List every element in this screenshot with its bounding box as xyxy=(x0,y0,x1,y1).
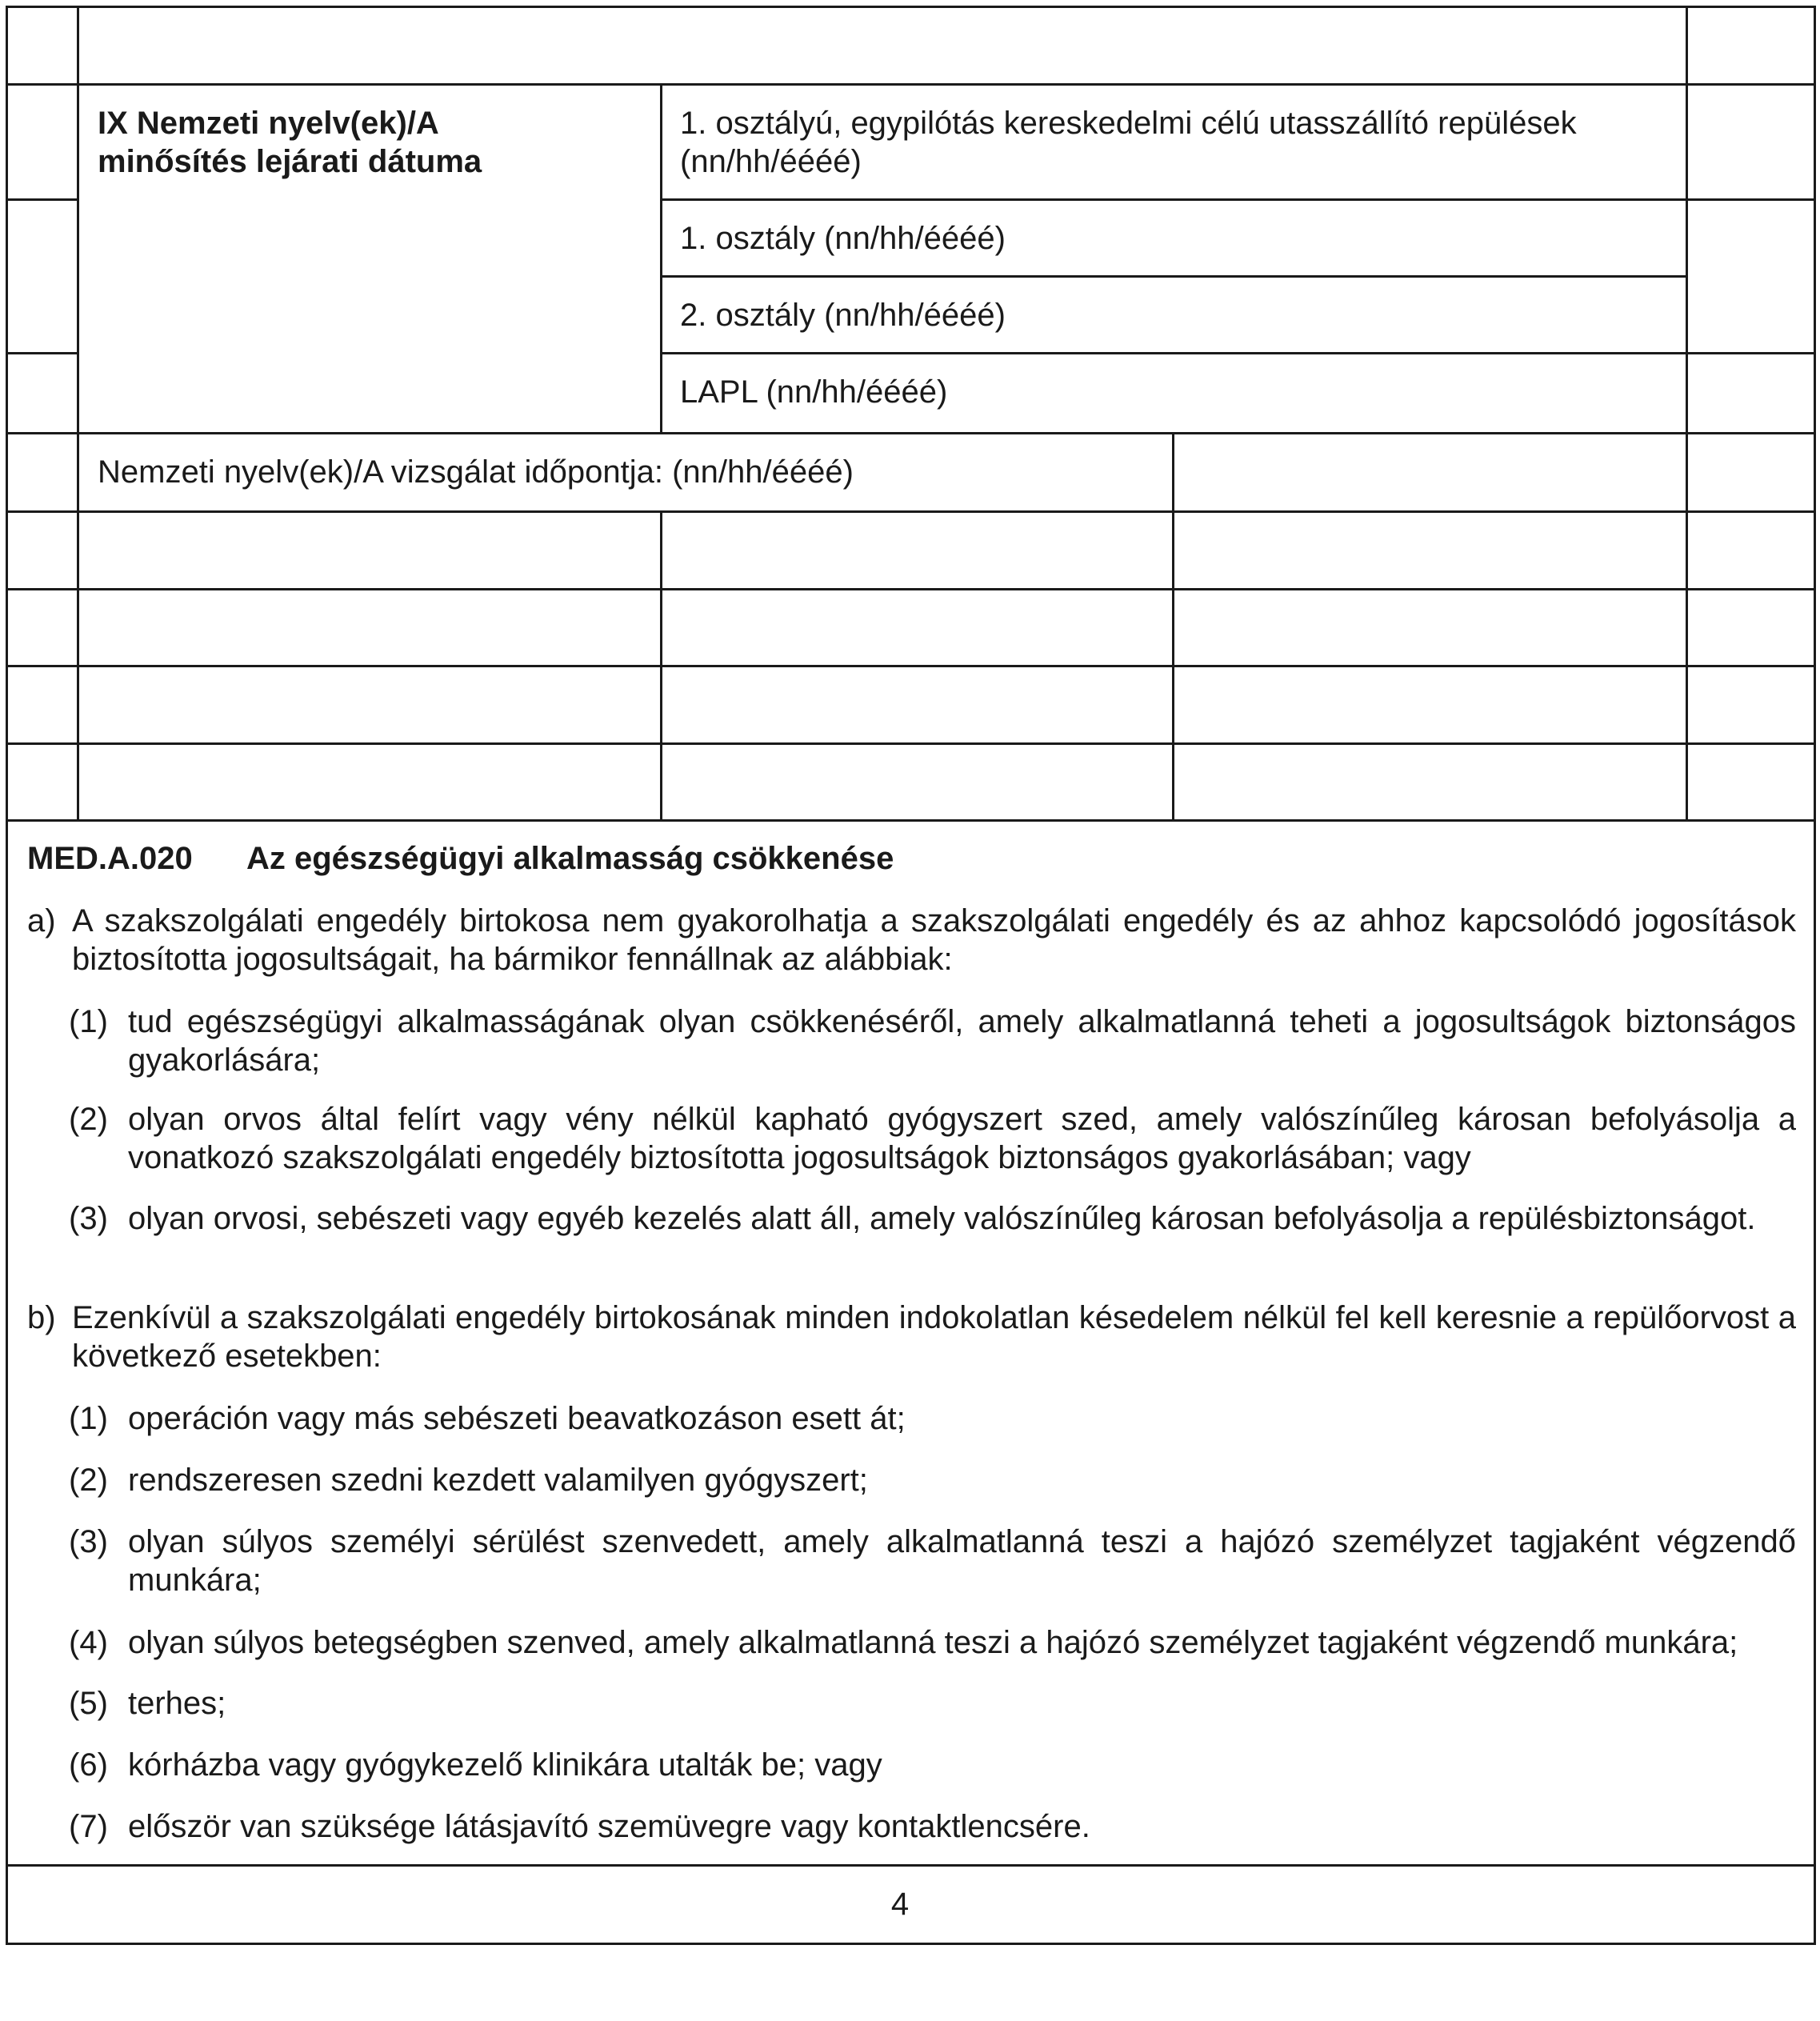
list-item-label: (7) xyxy=(69,1809,108,1844)
row-label: 1. osztályú, egypilótás kereskedelmi célú utasszállító repülések (nn/hh/éééé) xyxy=(680,106,1577,179)
list-item-label: (2) xyxy=(69,1102,108,1137)
paragraph-label: a) xyxy=(27,903,56,938)
list-item-text: operáción vagy más sebészeti beavatkozáson esett át; xyxy=(128,1401,906,1436)
divider xyxy=(6,588,1816,590)
divider xyxy=(6,510,1816,513)
divider xyxy=(1686,6,1688,819)
divider xyxy=(660,83,662,433)
list-item-text: olyan orvosi, sebészeti vagy egyéb kezelés alatt áll, amely valószínűleg károsan befolyásolja a repülésbiztonságot. xyxy=(128,1201,1756,1236)
list-item-text: olyan súlyos személyi sérülést szenvedett, amely alkalmatlanná teszi a hajózó személyzet tagjaként végzendő munkára; xyxy=(128,1524,1796,1598)
table-border-bottom xyxy=(6,1943,1816,1945)
divider xyxy=(6,198,79,201)
list-item-label: (4) xyxy=(69,1625,108,1660)
divider xyxy=(6,83,1816,86)
row-label: 2. osztály (nn/hh/éééé) xyxy=(680,298,1006,333)
divider xyxy=(6,432,1816,434)
list-item-label: (3) xyxy=(69,1524,108,1559)
divider xyxy=(660,198,1816,201)
page-number: 4 xyxy=(890,1887,910,1922)
list-item-text: tud egészségügyi alkalmasságának olyan csökkenéséről, amely alkalmatlanná teheti a jogosultságok biztonságos gyakorlására; xyxy=(128,1004,1796,1078)
divider xyxy=(6,819,1816,822)
paragraph-label: b) xyxy=(27,1300,56,1335)
divider xyxy=(660,275,1688,278)
list-item-label: (3) xyxy=(69,1201,108,1236)
row-label: LAPL (nn/hh/éééé) xyxy=(680,374,948,410)
paragraph-text: A szakszolgálati engedély birtokosa nem gyakorolhatja a szakszolgálati engedély és az ahhoz kapcsolódó jogosítások biztosította jogosultságait, ha bármikor fennállnak az alábbiak: xyxy=(72,903,1796,977)
list-item-label: (5) xyxy=(69,1686,108,1721)
divider xyxy=(6,352,79,354)
table-border-left xyxy=(6,6,8,1945)
list-item-text: kórházba vagy gyógykezelő klinikára utalták be; vagy xyxy=(128,1747,882,1783)
paragraph-text: Ezenkívül a szakszolgálati engedély birtokosának minden indokolatlan késedelem nélkül fel kell keresnie a repülőorvost a következő esetekben: xyxy=(72,1300,1796,1374)
article-title: Az egészségügyi alkalmasság csökkenése xyxy=(246,841,894,876)
table-border-top xyxy=(6,6,1816,8)
list-item-text: először van szüksége látásjavító szemüvegre vagy kontaktlencsére. xyxy=(128,1809,1090,1844)
list-item-label: (1) xyxy=(69,1004,108,1039)
divider xyxy=(6,665,1816,667)
section-title: IX Nemzeti nyelv(ek)/A minősítés lejárati dátuma xyxy=(98,106,482,179)
exam-date-label: Nemzeti nyelv(ek)/A vizsgálat időpontja: (nn/hh/éééé) xyxy=(98,454,854,490)
divider xyxy=(6,1864,1816,1867)
row-label: 1. osztály (nn/hh/éééé) xyxy=(680,221,1006,256)
list-item-text: terhes; xyxy=(128,1686,226,1721)
divider xyxy=(660,352,1816,354)
list-item-text: rendszeresen szedni kezdett valamilyen gyógyszert; xyxy=(128,1463,868,1498)
list-item-text: olyan orvos által felírt vagy vény nélkül kapható gyógyszert szed, amely valószínűleg károsan befolyásolja a vonatkozó szakszolgálati engedély biztosította jogosultságok biztonságos gyakorlásában; vagy xyxy=(128,1102,1796,1175)
list-item-label: (6) xyxy=(69,1747,108,1783)
list-item-label: (2) xyxy=(69,1463,108,1498)
list-item-label: (1) xyxy=(69,1401,108,1436)
divider xyxy=(77,6,79,819)
article-code: MED.A.020 xyxy=(27,841,193,876)
table-border-right xyxy=(1814,6,1816,1945)
list-item-text: olyan súlyos betegségben szenved, amely alkalmatlanná teszi a hajózó személyzet tagjaként végzendő munkára; xyxy=(128,1625,1738,1660)
divider xyxy=(1172,432,1174,819)
divider xyxy=(6,742,1816,745)
